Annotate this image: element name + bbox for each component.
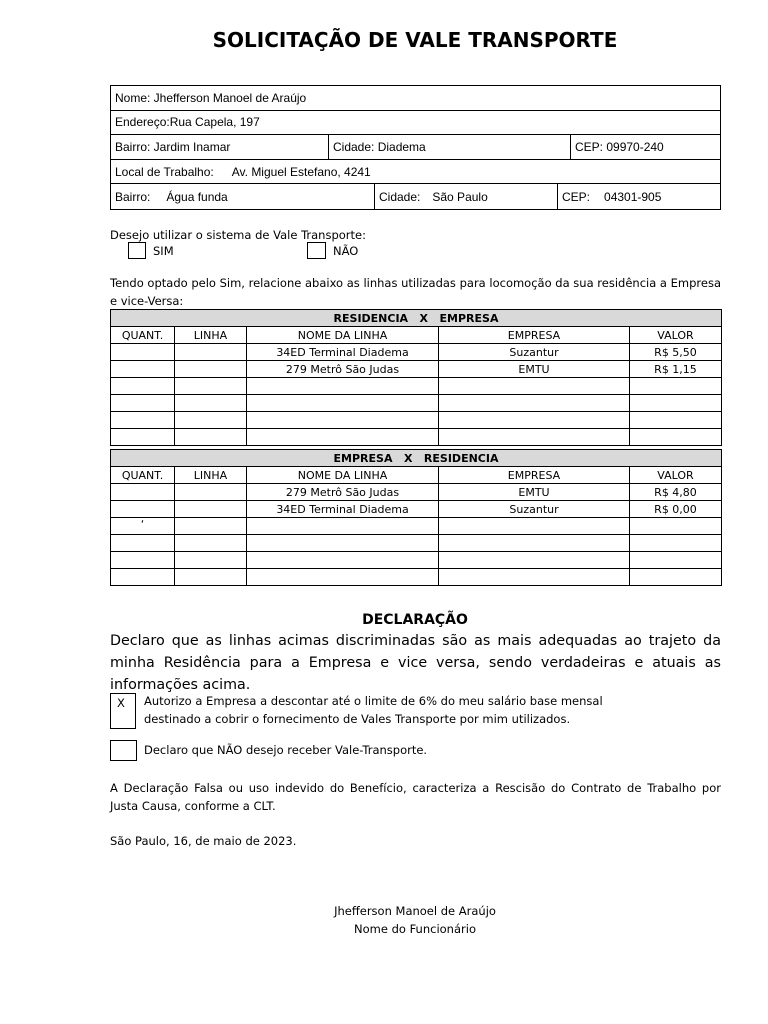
column-header: NOME DA LINHA [247, 467, 439, 484]
date-line: São Paulo, 16, de maio de 2023. [110, 834, 297, 848]
instructions-text: Tendo optado pelo Sim, relacione abaixo as linhas utilizadas para locomoção da sua residência a Empresa e vice-Versa: [110, 276, 721, 308]
table-caption-row [111, 450, 722, 467]
table-cell[interactable] [175, 395, 247, 412]
info-row-endereco [111, 111, 720, 136]
table-cell[interactable] [247, 412, 439, 429]
table-cell[interactable] [175, 344, 247, 361]
table-cell[interactable] [439, 429, 630, 446]
table-row [111, 535, 722, 552]
info-row-trabalho-endereco [111, 184, 720, 209]
info-row-local-trabalho [111, 160, 720, 185]
table-cell[interactable] [247, 429, 439, 446]
column-header: EMPRESA [439, 327, 630, 344]
table-cell[interactable] [175, 361, 247, 378]
table-caption-row [111, 310, 722, 327]
table-cell[interactable] [439, 412, 630, 429]
table-row [111, 501, 722, 518]
table-cell[interactable] [111, 378, 175, 395]
bairro-trabalho-value: Água funda [166, 189, 228, 204]
table-cell[interactable] [630, 535, 722, 552]
table-cell[interactable] [247, 518, 439, 535]
table-cell[interactable] [439, 395, 630, 412]
authorize-text-line1: Autorizo a Empresa a descontar até o limite de 6% do meu salário base mensal [144, 694, 603, 708]
column-header: NOME DA LINHA [247, 327, 439, 344]
cep-trabalho-field [558, 184, 720, 209]
table-cell[interactable] [175, 412, 247, 429]
nao-label: NÃO [333, 244, 359, 258]
table-row [111, 484, 722, 501]
table-cell[interactable] [630, 518, 722, 535]
bairro-trabalho-field [111, 184, 375, 209]
table-header-row [111, 467, 722, 484]
column-header: LINHA [175, 467, 247, 484]
sim-label: SIM [153, 244, 174, 258]
table-cell[interactable] [175, 501, 247, 518]
table-cell[interactable] [439, 518, 630, 535]
bairro-trabalho-label: Bairro: [115, 189, 151, 204]
column-header: VALOR [630, 467, 722, 484]
empresa-residencia-table [110, 449, 722, 586]
table-cell[interactable]: Suzantur [439, 344, 630, 361]
table-cell[interactable]: ‘ [111, 518, 175, 535]
table-cell[interactable] [111, 535, 175, 552]
signature-role: Nome do Funcionário [354, 922, 476, 936]
table-cell[interactable] [111, 569, 175, 586]
residencia-empresa-table [110, 309, 722, 446]
table-cell[interactable] [175, 378, 247, 395]
info-row-bairro [111, 135, 720, 160]
table-row [111, 378, 722, 395]
decline-text: Declaro que NÃO desejo receber Vale-Transporte. [144, 743, 428, 757]
table-cell[interactable]: 34ED Terminal Diadema [247, 501, 439, 518]
table-cell[interactable] [111, 361, 175, 378]
table-row [111, 412, 722, 429]
table-cell[interactable] [111, 344, 175, 361]
table-cell[interactable]: Suzantur [439, 501, 630, 518]
table-cell[interactable] [247, 378, 439, 395]
info-row-nome [111, 86, 720, 111]
column-header: EMPRESA [439, 467, 630, 484]
cep-trabalho-value: 04301-905 [604, 189, 662, 204]
endereco-field: Endereço:Rua Capela, 197 [115, 115, 260, 130]
table-cell[interactable] [630, 552, 722, 569]
local-trabalho-label: Local de Trabalho: [115, 164, 214, 179]
column-header: QUANT. [111, 327, 175, 344]
table-cell[interactable] [175, 552, 247, 569]
column-header: QUANT. [111, 467, 175, 484]
table-cell[interactable] [439, 569, 630, 586]
nome-field: Nome: Jhefferson Manoel de Araújo [115, 90, 307, 105]
table-row [111, 569, 722, 586]
authorize-checkbox[interactable] [110, 693, 136, 729]
sim-checkbox[interactable] [128, 242, 146, 259]
table-cell[interactable] [439, 378, 630, 395]
table-cell[interactable] [630, 412, 722, 429]
employee-info-grid [110, 85, 721, 210]
cidade-trabalho-field [375, 184, 558, 209]
cidade-trabalho-label: Cidade: [379, 189, 421, 204]
local-trabalho-field [111, 160, 720, 184]
table-cell[interactable] [111, 429, 175, 446]
table-cell[interactable] [175, 518, 247, 535]
column-header: LINHA [175, 327, 247, 344]
table-cell[interactable] [630, 429, 722, 446]
cep-trabalho-label: CEP: [562, 189, 591, 204]
table-cell[interactable] [111, 412, 175, 429]
signature-name: Jhefferson Manoel de Araújo [334, 904, 496, 918]
table-cell[interactable] [111, 501, 175, 518]
table-cell[interactable]: 34ED Terminal Diadema [247, 344, 439, 361]
table-cell[interactable] [175, 429, 247, 446]
nao-checkbox[interactable] [307, 242, 326, 259]
table-header-row [111, 327, 722, 344]
warning-text: A Declaração Falsa ou uso indevido do Benefício, caracteriza a Rescisão do Contrato de Trabalho por Justa Causa, conforme a CLT. [110, 781, 721, 813]
table-cell[interactable] [247, 535, 439, 552]
table-cell[interactable]: 279 Metrô São Judas [247, 484, 439, 501]
table-row [111, 361, 722, 378]
declaration-title: DECLARAÇÃO [362, 612, 468, 628]
table-cell[interactable] [630, 569, 722, 586]
table-row [111, 429, 722, 446]
decline-checkbox[interactable] [110, 740, 137, 761]
table-cell[interactable]: R$ 1,15 [630, 361, 722, 378]
table-caption: EMPRESA X RESIDENCIA [111, 450, 722, 467]
cidade-field: Cidade: Diadema [329, 135, 571, 159]
local-trabalho-value: Av. Miguel Estefano, 4241 [231, 164, 371, 179]
table-caption: RESIDENCIA X EMPRESA [111, 310, 722, 327]
table-cell[interactable]: R$ 5,50 [630, 344, 722, 361]
table-cell[interactable] [111, 484, 175, 501]
table-cell[interactable] [247, 395, 439, 412]
table-row [111, 344, 722, 361]
table-cell[interactable]: EMTU [439, 361, 630, 378]
table-cell[interactable]: R$ 4,80 [630, 484, 722, 501]
page-title: SOLICITAÇÃO DE VALE TRANSPORTE [212, 28, 618, 52]
table-cell[interactable] [175, 569, 247, 586]
authorize-check-mark: X [117, 696, 125, 710]
declaration-body: Declaro que as linhas acimas discriminadas são as mais adequadas ao trajeto da minha Residência para a Empresa e vice versa, sendo verdadeiras e atuais as informações acima. [110, 633, 721, 693]
table-row [111, 395, 722, 412]
bairro-field: Bairro: Jardim Inamar [111, 135, 329, 159]
table-cell[interactable] [175, 535, 247, 552]
option-question: Desejo utilizar o sistema de Vale Transporte: [110, 228, 366, 242]
cidade-trabalho-value: São Paulo [432, 189, 488, 204]
table-cell[interactable] [247, 569, 439, 586]
table-cell[interactable] [247, 552, 439, 569]
table-cell[interactable] [175, 484, 247, 501]
table-row [111, 518, 722, 535]
table-cell[interactable] [439, 552, 630, 569]
table-cell[interactable]: 279 Metrô São Judas [247, 361, 439, 378]
table-cell[interactable] [630, 378, 722, 395]
table-cell[interactable]: EMTU [439, 484, 630, 501]
table-cell[interactable] [111, 395, 175, 412]
table-cell[interactable] [630, 395, 722, 412]
table-cell[interactable]: R$ 0,00 [630, 501, 722, 518]
table-row [111, 552, 722, 569]
cep-field: CEP: 09970-240 [575, 139, 664, 154]
table-cell[interactable] [439, 535, 630, 552]
column-header: VALOR [630, 327, 722, 344]
table-cell[interactable] [111, 552, 175, 569]
authorize-text-line2: destinado a cobrir o fornecimento de Vales Transporte por mim utilizados. [144, 712, 571, 726]
